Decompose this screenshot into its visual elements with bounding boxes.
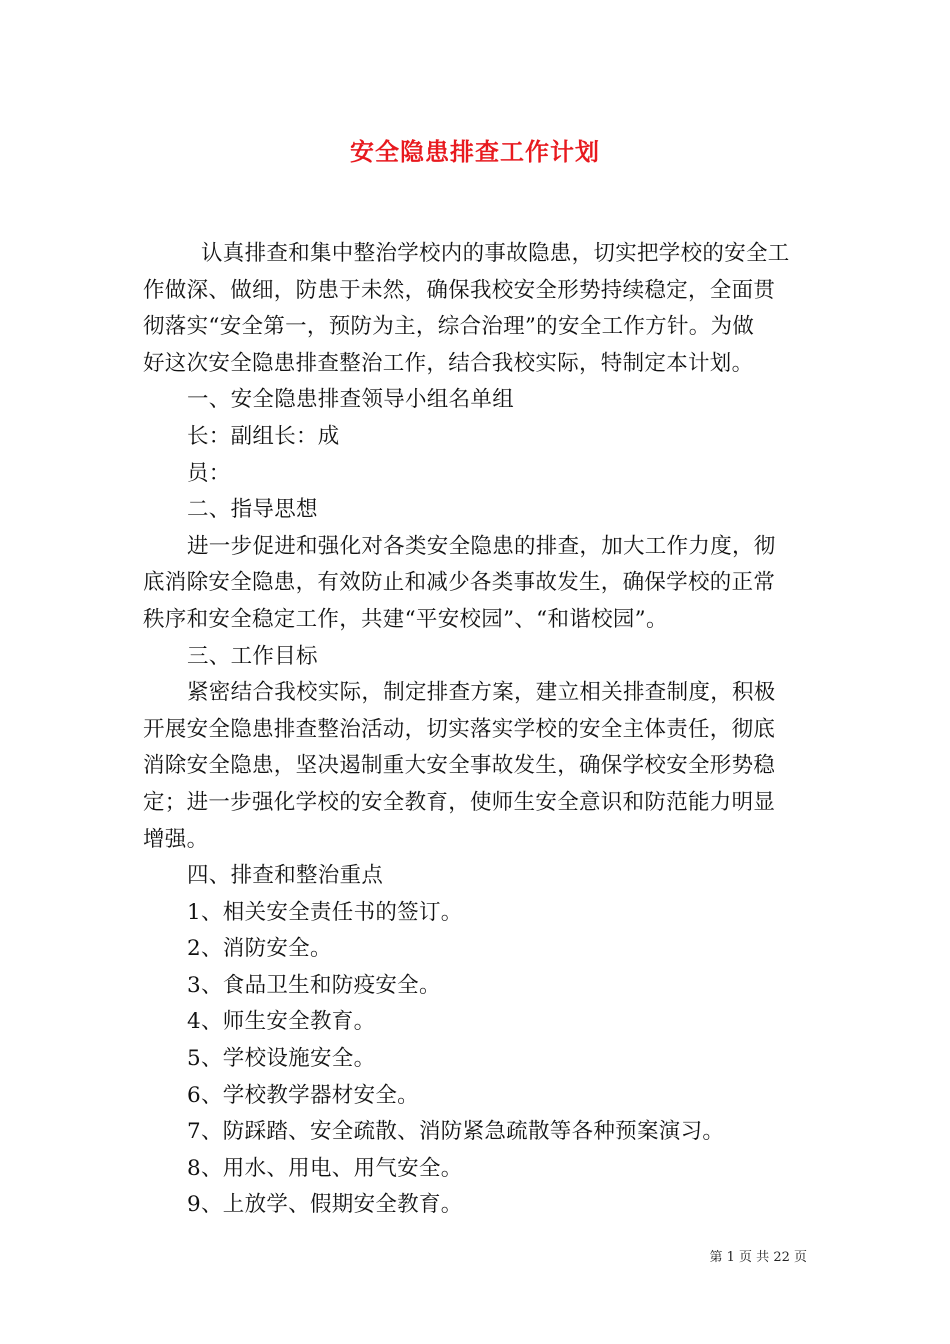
paragraph-line: 彻落实“安全第一，预防为主，综合治理”的安全工作方针。为做 [143, 314, 755, 340]
paragraph-line: 定；进一步强化学校的安全教育，使师生安全意识和防范能力明显 [143, 789, 776, 815]
list-item: 2、消防安全。 [187, 936, 332, 962]
list-item: 7、防踩踏、安全疏散、消防紧急疏散等各种预案演习。 [187, 1119, 725, 1145]
section-heading: 四、排查和整治重点 [187, 863, 384, 889]
list-item: 9、上放学、假期安全教育。 [187, 1192, 463, 1218]
paragraph-line: 开展安全隐患排查整治活动，切实落实学校的安全主体责任，彻底 [143, 716, 776, 742]
list-item: 5、学校设施安全。 [187, 1046, 376, 1072]
paragraph-line: 秩序和安全稳定工作，共建“平安校园”、“和谐校园”。 [143, 606, 668, 632]
list-item: 3、食品卫生和防疫安全。 [187, 972, 441, 998]
section-heading: 三、工作目标 [187, 643, 318, 669]
paragraph-line: 进一步促进和强化对各类安全隐患的排查，加大工作力度，彻 [187, 533, 776, 559]
paragraph-line: 认真排查和集中整治学校内的事故隐患，切实把学校的安全工 [201, 241, 790, 266]
paragraph-line: 好这次安全隐患排查整治工作，结合我校实际，特制定本计划。 [143, 350, 754, 376]
paragraph-line: 作做深、做细，防患于未然，确保我校安全形势持续稳定，全面贯 [143, 277, 776, 303]
paragraph-line: 长：副组长：成 [187, 423, 340, 449]
paragraph-line: 增强。 [143, 826, 209, 852]
paragraph-line: 消除安全隐患，坚决遏制重大安全事故发生，确保学校安全形势稳 [143, 753, 776, 779]
list-item: 6、学校教学器材安全。 [187, 1082, 419, 1108]
paragraph-line: 紧密结合我校实际，制定排查方案，建立相关排查制度，积极 [187, 680, 776, 706]
document-title: 安全隐患排查工作计划 [350, 137, 600, 166]
section-heading: 二、指导思想 [187, 497, 318, 523]
list-item: 8、用水、用电、用气安全。 [187, 1155, 463, 1181]
paragraph-line: 底消除安全隐患，有效防止和减少各类事故发生，确保学校的正常 [143, 570, 776, 596]
paragraph-line: 员： [187, 460, 231, 486]
document-body [143, 236, 813, 1224]
section-heading: 一、安全隐患排查领导小组名单组 [187, 387, 515, 413]
list-item: 4、师生安全教育。 [187, 1009, 376, 1035]
page-number: 第 1 页 共 22 页 [709, 1250, 807, 1265]
list-item: 1、相关安全责任书的签订。 [187, 899, 463, 925]
